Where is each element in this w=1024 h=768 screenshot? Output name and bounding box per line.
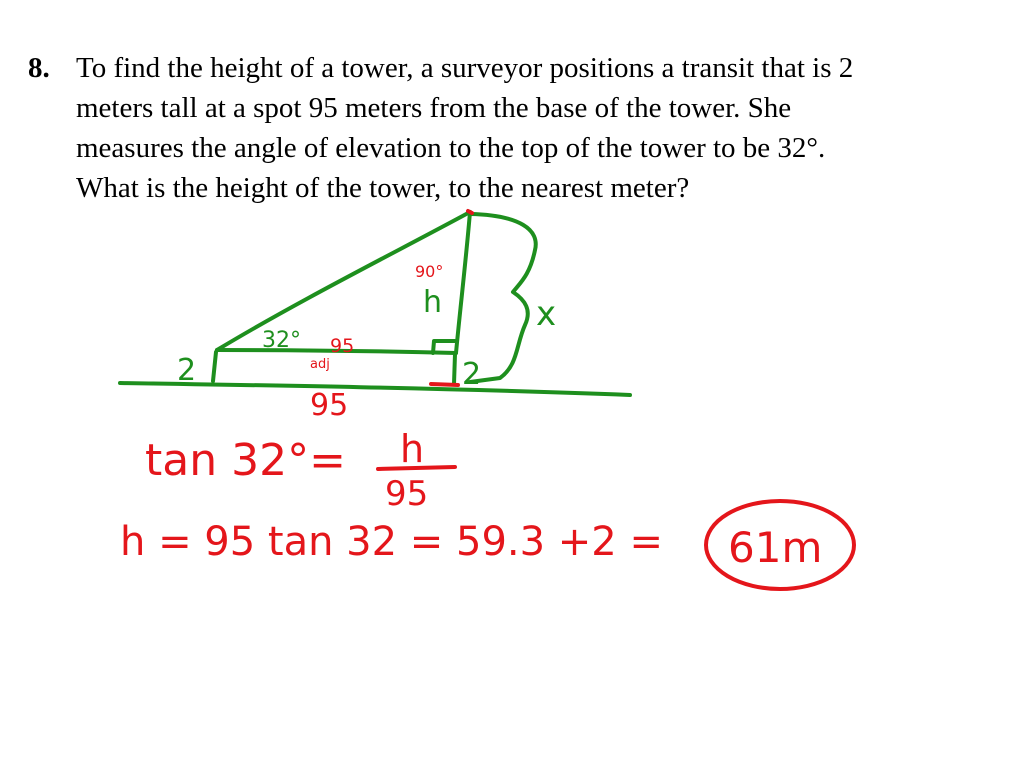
ground-distance-label: 95 xyxy=(310,388,349,423)
equation-numerator: h xyxy=(400,427,425,471)
ground-line xyxy=(120,383,630,395)
tower-line xyxy=(456,212,470,353)
transit-post-left xyxy=(213,352,216,381)
problem-text-line: To find the height of a tower, a surveyor positions a transit that is 2 xyxy=(76,52,854,84)
worked-solution xyxy=(120,427,854,589)
transit-post-right xyxy=(454,354,455,384)
tower-base-mark xyxy=(431,384,458,385)
adj-mark: adj xyxy=(310,357,330,372)
problem-text-line: measures the angle of elevation to the top of the tower to be 32°. xyxy=(76,132,826,164)
height-label-x: x xyxy=(536,294,557,334)
problem-text-line: What is the height of the tower, to the nearest meter? xyxy=(76,172,690,204)
equation-denominator: 95 xyxy=(385,474,429,514)
right-angle-label: 90° xyxy=(415,262,444,281)
fraction-bar xyxy=(378,467,455,469)
tower-top-dot xyxy=(468,211,472,213)
transit-right-label: 2 xyxy=(462,357,482,392)
problem-text-line: meters tall at a spot 95 meters from the base of the tower. She xyxy=(76,92,792,124)
problem-number: 8. xyxy=(28,52,50,84)
triangle-diagram xyxy=(120,212,630,395)
hypotenuse-line xyxy=(217,212,470,350)
height-label-h: h xyxy=(423,285,443,320)
final-answer: 61m xyxy=(728,523,823,572)
equation-line-2: h = 95 tan 32 = 59.3 +2 = xyxy=(120,519,663,565)
hypotenuse-mark: 95 xyxy=(330,335,355,357)
transit-left-label: 2 xyxy=(177,353,197,388)
equation-tan-left: tan 32°= xyxy=(145,435,346,486)
angle-label: 32° xyxy=(262,328,301,353)
